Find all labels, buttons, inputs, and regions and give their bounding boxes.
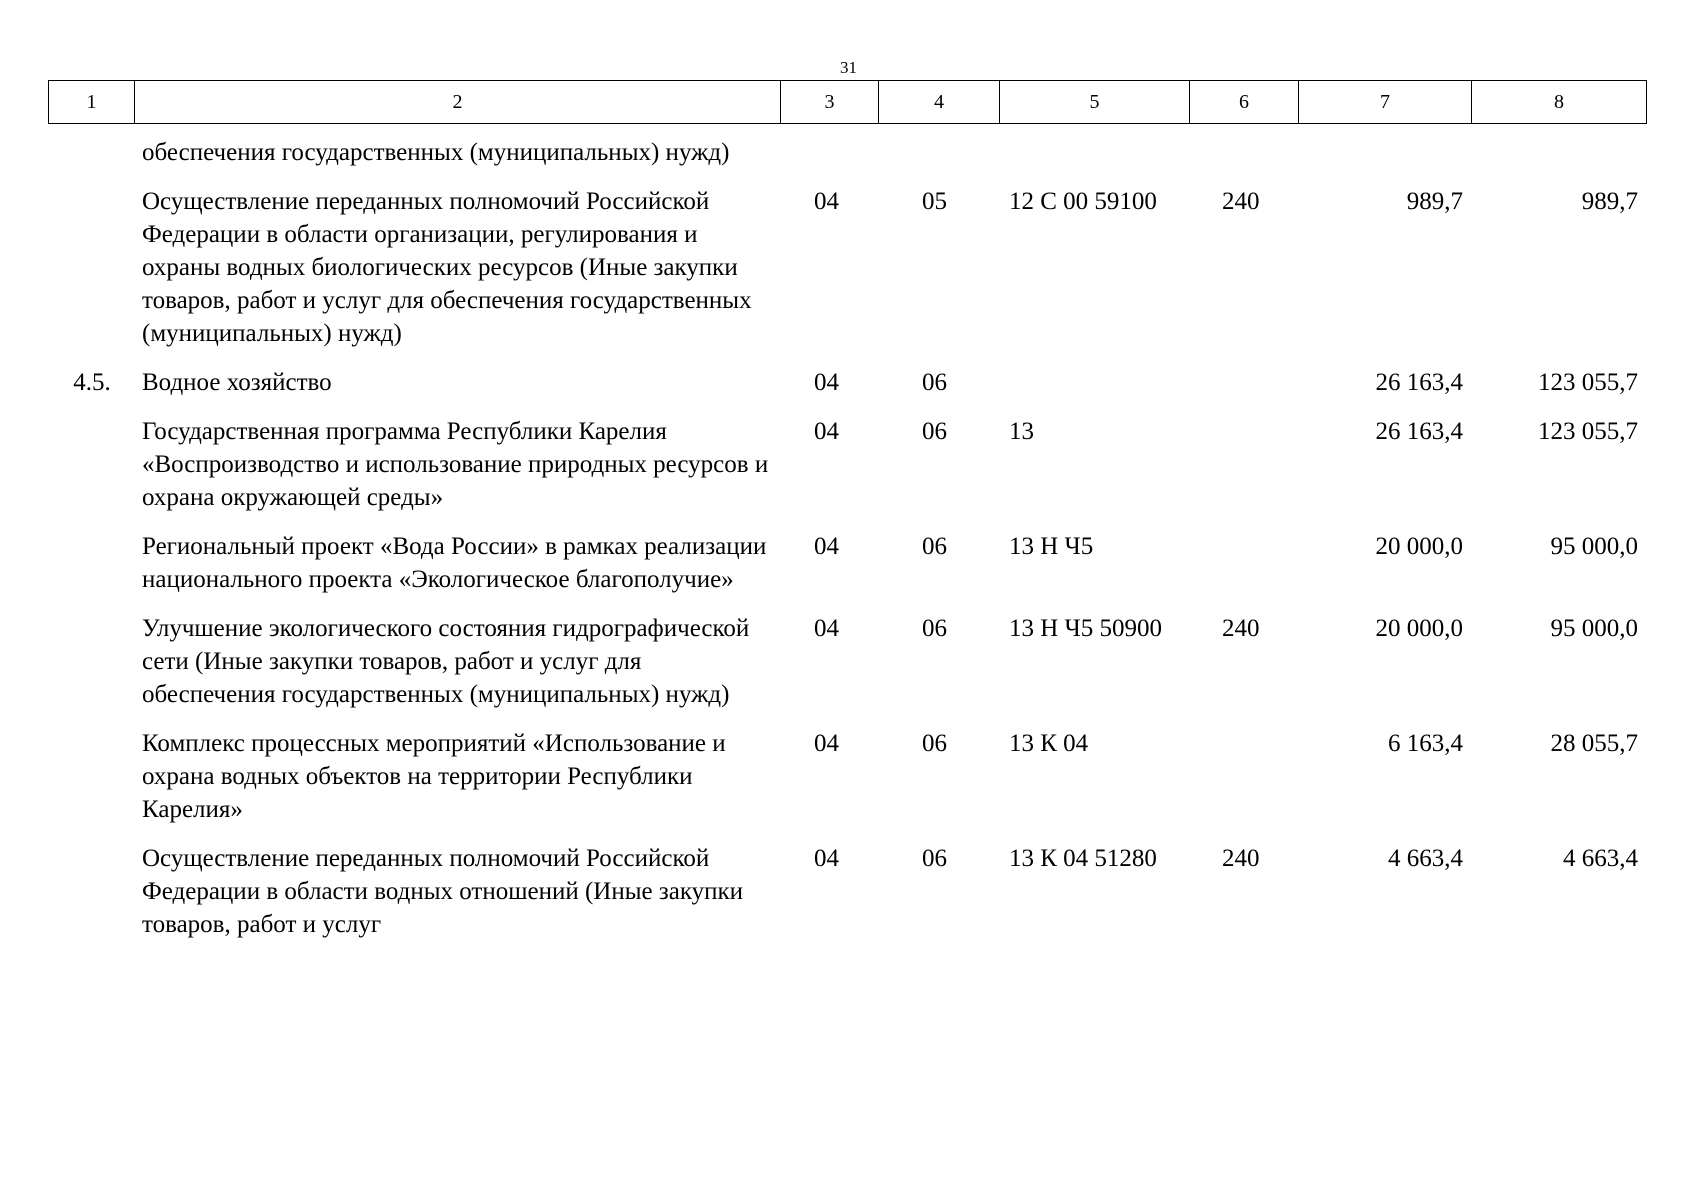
subsection-code: 06 — [922, 369, 947, 396]
column-number-1: 1 — [49, 81, 135, 124]
row-name: Осуществление переданных полномочий Российской Федерации в области водных отношений (Иные закупки товаров, работ и услуг — [142, 845, 744, 938]
amount-col7 — [1298, 130, 1471, 177]
expense-type-code — [1189, 522, 1298, 604]
table-row — [48, 719, 1646, 834]
target-article-code: 13 — [1009, 418, 1034, 445]
amount-col8: 123 055,7 — [1538, 369, 1638, 396]
column-number-6: 6 — [1190, 81, 1299, 124]
expense-type-code: 240 — [1222, 615, 1260, 642]
table-row — [48, 358, 1646, 407]
section-code: 04 — [814, 418, 839, 445]
amount-col7: 26 163,4 — [1375, 418, 1463, 445]
amount-col7: 20 000,0 — [1375, 615, 1463, 642]
row-name: обеспечения государственных (муниципальных) нужд) — [142, 139, 730, 166]
subsection-code: 05 — [922, 188, 947, 215]
row-number — [48, 834, 134, 949]
section-code: 04 — [814, 615, 839, 642]
section-code: 04 — [814, 845, 839, 872]
section-code: 04 — [814, 369, 839, 396]
row-number — [48, 604, 134, 719]
amount-col7: 20 000,0 — [1375, 533, 1463, 560]
expense-type-code — [1189, 719, 1298, 834]
table-row — [48, 177, 1646, 358]
column-header-table — [48, 80, 1647, 124]
amount-col7: 26 163,4 — [1375, 369, 1463, 396]
table-row — [48, 604, 1646, 719]
expense-type-code: 240 — [1222, 188, 1260, 215]
amount-col8: 28 055,7 — [1550, 730, 1638, 757]
section-code — [780, 130, 878, 177]
target-article-code: 12 С 00 59100 — [1009, 188, 1157, 215]
subsection-code: 06 — [922, 418, 947, 445]
subsection-code: 06 — [922, 845, 947, 872]
section-code: 04 — [814, 188, 839, 215]
table-row — [48, 407, 1646, 522]
table-row — [48, 522, 1646, 604]
target-article-code: 13 Н Ч5 50900 — [1009, 615, 1163, 642]
column-number-8: 8 — [1472, 81, 1647, 124]
expense-type-code — [1189, 407, 1298, 522]
section-code: 04 — [814, 533, 839, 560]
section-code: 04 — [814, 730, 839, 757]
column-number-3: 3 — [781, 81, 879, 124]
row-name: Комплекс процессных мероприятий «Использование и охрана водных объектов на территории Республики Карелия» — [142, 730, 726, 823]
row-number — [48, 719, 134, 834]
row-name: Осуществление переданных полномочий Российской Федерации в области организации, регулирования и охраны водных биологических ресурсов (Иные закупки товаров, работ и услуг для обеспечения государственных (муниципальных) нужд) — [142, 188, 752, 347]
subsection-code: 06 — [922, 615, 947, 642]
amount-col7: 989,7 — [1406, 188, 1463, 215]
amount-col8: 4 663,4 — [1563, 845, 1638, 872]
amount-col8: 95 000,0 — [1550, 533, 1638, 560]
target-article-code: 13 К 04 — [1009, 730, 1089, 757]
target-article-code — [999, 358, 1189, 407]
row-number — [48, 130, 134, 177]
amount-col8: 95 000,0 — [1550, 615, 1638, 642]
row-number — [48, 177, 134, 358]
row-name: Улучшение экологического состояния гидрографической сети (Иные закупки товаров, работ и услуг для обеспечения государственных (муниципальных) нужд) — [142, 615, 750, 708]
target-article-code: 13 К 04 51280 — [1009, 845, 1157, 872]
amount-col8: 123 055,7 — [1538, 418, 1638, 445]
column-number-2: 2 — [135, 81, 781, 124]
budget-table — [48, 130, 1646, 949]
row-number — [48, 522, 134, 604]
expense-type-code — [1189, 358, 1298, 407]
amount-col8: 989,7 — [1581, 188, 1638, 215]
amount-col8 — [1471, 130, 1646, 177]
subsection-code — [878, 130, 999, 177]
subsection-code: 06 — [922, 533, 947, 560]
target-article-code — [999, 130, 1189, 177]
amount-col7: 6 163,4 — [1388, 730, 1463, 757]
column-number-4: 4 — [879, 81, 1000, 124]
column-header-row — [49, 81, 1647, 124]
row-name: Водное хозяйство — [142, 369, 332, 396]
subsection-code: 06 — [922, 730, 947, 757]
row-name: Государственная программа Республики Карелия «Воспроизводство и использование природных ресурсов и охрана окружающей среды» — [142, 418, 769, 511]
table-row — [48, 130, 1646, 177]
row-number — [48, 407, 134, 522]
row-number: 4.5. — [73, 369, 111, 396]
table-row — [48, 834, 1646, 949]
row-name: Региональный проект «Вода России» в рамках реализации национального проекта «Экологическое благополучие» — [142, 533, 767, 593]
column-number-7: 7 — [1299, 81, 1472, 124]
column-number-5: 5 — [1000, 81, 1190, 124]
target-article-code: 13 Н Ч5 — [1009, 533, 1094, 560]
amount-col7: 4 663,4 — [1388, 845, 1463, 872]
expense-type-code: 240 — [1222, 845, 1260, 872]
expense-type-code — [1189, 130, 1298, 177]
page-number: 31 — [840, 58, 857, 77]
